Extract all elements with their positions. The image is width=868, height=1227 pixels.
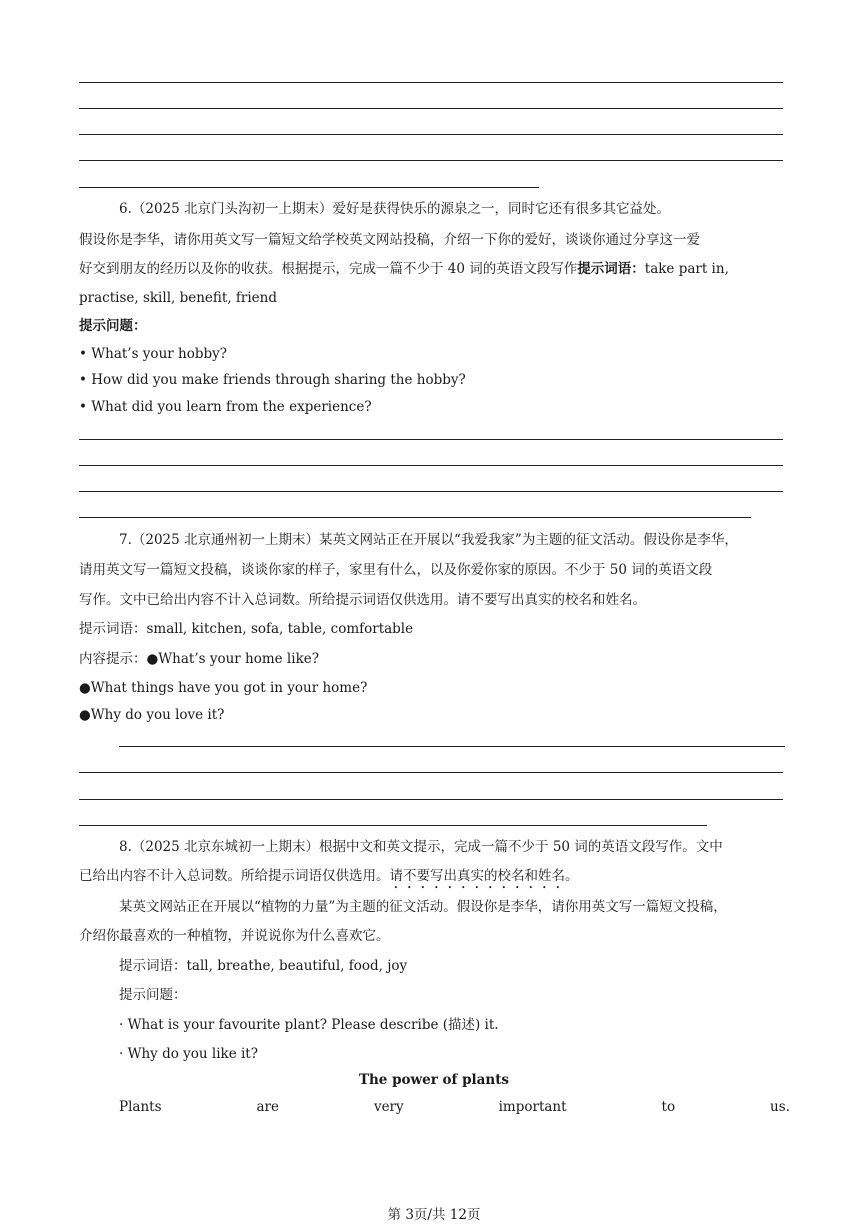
q6-line: 假设你是李华，请你用英文写一篇短文给学校英文网站投稿，介绍一下你的爱好，谈谈你通过分享这一爱 xyxy=(79,232,700,248)
q8-keywords: 提示词语：tall, breathe, beautiful, food, joy xyxy=(119,958,408,974)
q7-content-label: 内容提示： xyxy=(79,651,147,667)
q6-line xyxy=(79,260,729,278)
essay-word: us. xyxy=(770,1099,790,1115)
q8-question: · What is your favourite plant? Please describe (描述) it. xyxy=(119,1017,499,1033)
q8-para: 某英文网站正在开展以“植物的力量”为主题的征文活动。假设你是李华，请你用英文写一篇短文投稿， xyxy=(119,899,727,915)
essay-word: important xyxy=(498,1099,567,1115)
q7-prompt: ●Why do you love it? xyxy=(79,707,225,723)
q8-emphasis-text: 请不要写出真实的校名和姓名 xyxy=(389,868,565,884)
answer-line xyxy=(119,746,785,747)
essay-word: Plants xyxy=(119,1099,162,1115)
q6-question: • What did you learn from the experience? xyxy=(79,399,372,415)
answer-line xyxy=(79,439,783,440)
q6-keywords-continued: practise, skill, benefit, friend xyxy=(79,290,278,306)
q6-title: 6.（2025 北京门头沟初一上期末）爱好是获得快乐的源泉之一，同时它还有很多其它益处。 xyxy=(119,201,671,217)
q8-questions-heading: 提示问题： xyxy=(119,987,187,1003)
q8-line xyxy=(79,867,579,892)
answer-line xyxy=(79,108,783,109)
answer-line xyxy=(79,491,783,492)
q6-question: • What’s your hobby? xyxy=(79,346,227,362)
q8-question: · Why do you like it? xyxy=(119,1046,258,1062)
q7-prompt-text: ●What’s your home like? xyxy=(146,651,319,667)
answer-line xyxy=(79,187,539,188)
q6-questions-heading: 提示问题： xyxy=(79,318,147,334)
q6-keywords-text: take part in, xyxy=(644,261,729,277)
answer-line xyxy=(79,82,783,83)
answer-line xyxy=(79,517,751,518)
q7-prompt: ●What things have you got in your home? xyxy=(79,680,368,696)
essay-word: very xyxy=(373,1099,404,1115)
q6-keywords-label: 提示词语： xyxy=(577,261,645,277)
page-footer: 第 3页/共 12页 xyxy=(387,1207,481,1223)
q7-line: 写作。文中已给出内容不计入总词数。所给提示词语仅供选用。请不要写出真实的校名和姓名。 xyxy=(79,592,646,608)
q7-prompt xyxy=(79,650,319,668)
q8-line-text: 已给出内容不计入总词数。所给提示词语仅供选用。 xyxy=(79,868,390,884)
essay-word: to xyxy=(661,1099,676,1115)
answer-line xyxy=(79,465,783,466)
essay-title: The power of plants xyxy=(358,1072,510,1088)
q8-line-end: 。 xyxy=(565,868,579,884)
answer-line xyxy=(79,160,783,161)
q6-question: • How did you make friends through sharing the hobby? xyxy=(79,372,466,388)
q7-title: 7.（2025 北京通州初一上期末）某英文网站正在开展以“我爱我家”为主题的征文活动。假设你是李华， xyxy=(119,532,738,548)
essay-word: are xyxy=(256,1099,279,1115)
q7-line: 请用英文写一篇短文投稿，谈谈你家的样子，家里有什么，以及你爱你家的原因。不少于 50 词的英语文段 xyxy=(79,562,713,578)
essay-first-line xyxy=(119,1098,790,1116)
answer-line xyxy=(79,134,783,135)
q8-para: 介绍你最喜欢的一种植物，并说说你为什么喜欢它。 xyxy=(79,928,390,944)
answer-line xyxy=(79,772,783,773)
q6-line-text: 好交到朋友的经历以及你的收获。根据提示，完成一篇不少于 40 词的英语文段写作 xyxy=(79,261,578,277)
q7-keywords: 提示词语：small, kitchen, sofa, table, comfortable xyxy=(79,621,414,637)
answer-line xyxy=(79,825,707,826)
q8-title: 8.（2025 北京东城初一上期末）根据中文和英文提示，完成一篇不少于 50 词的英语文段写作。文中 xyxy=(119,839,723,855)
answer-line xyxy=(79,799,783,800)
